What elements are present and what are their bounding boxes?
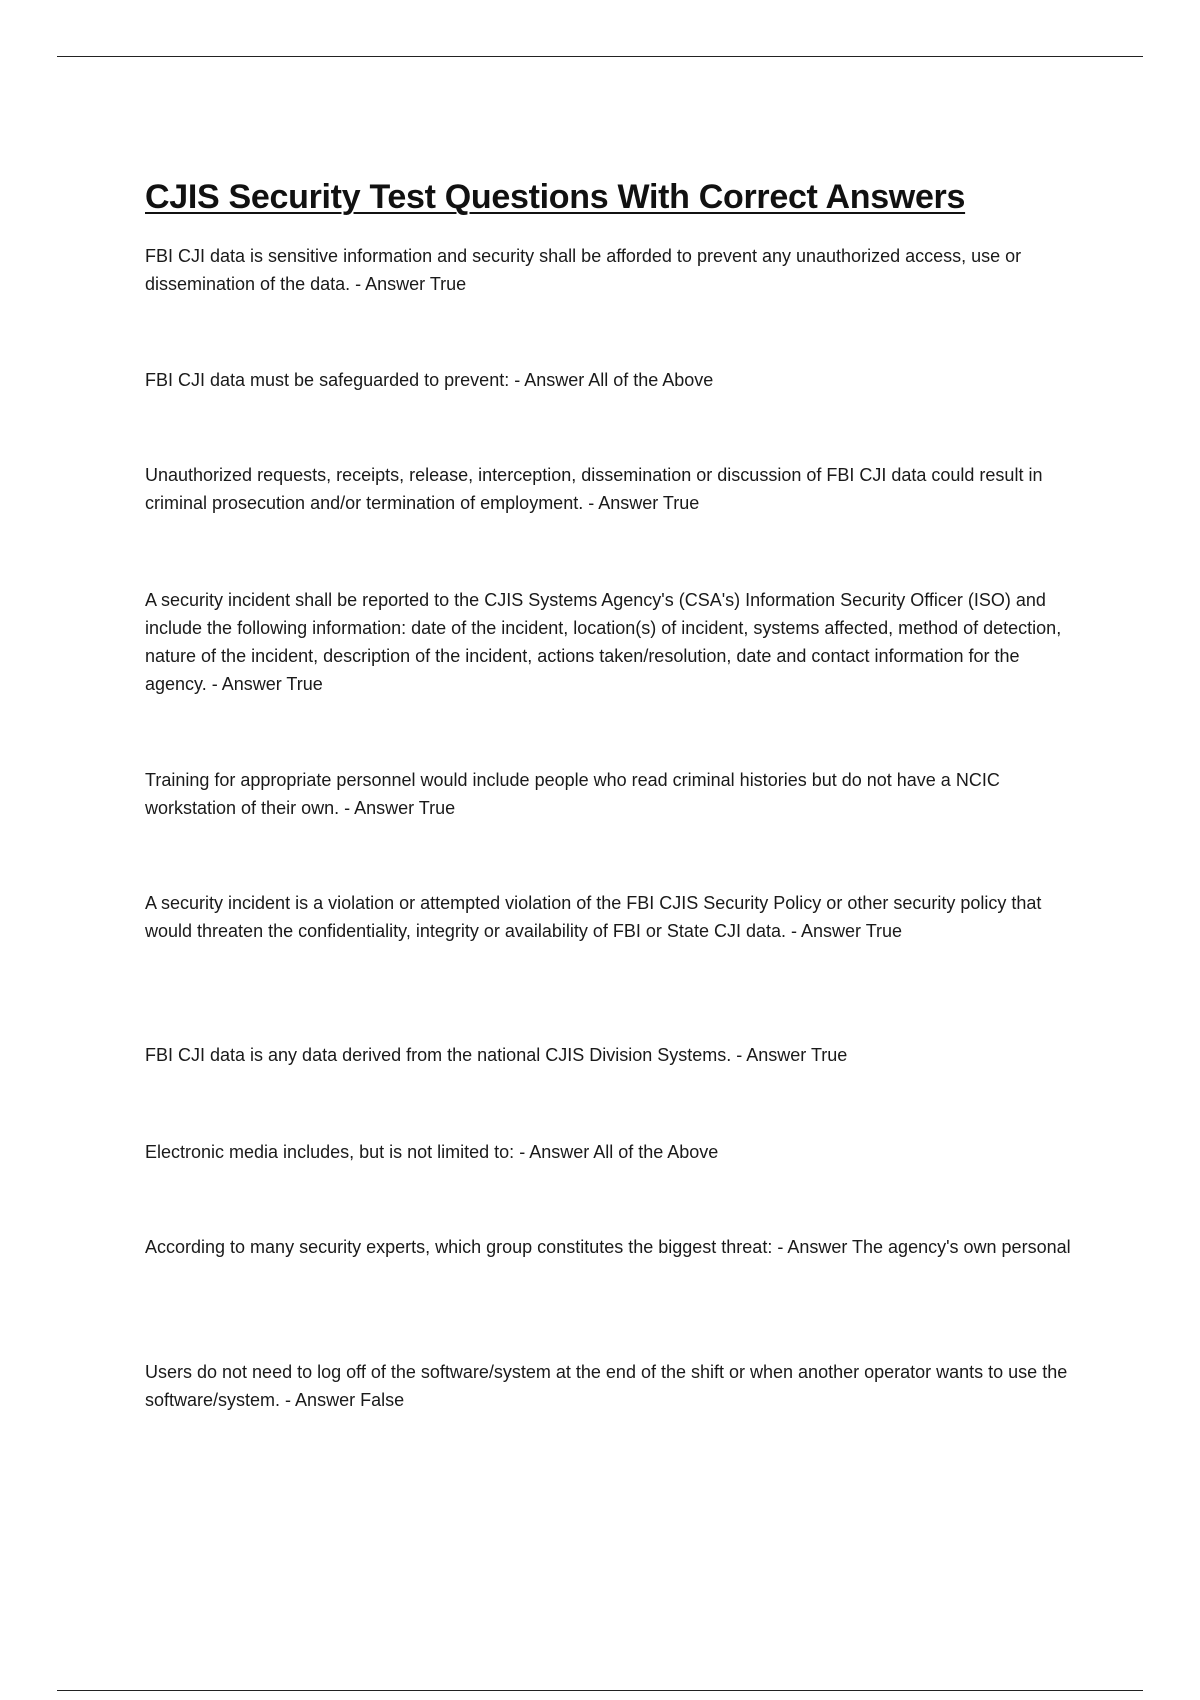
qa-item-9 <box>145 1233 1075 1261</box>
qa-item-4 <box>145 586 1075 698</box>
answer-text: True <box>662 493 700 513</box>
qa-item-2 <box>145 366 1075 394</box>
answer-text: True <box>429 274 467 294</box>
answer-text: True <box>810 1045 848 1065</box>
qa-item-1 <box>145 242 1075 298</box>
qa-item-6 <box>145 889 1075 945</box>
answer-prefix: - Answer <box>509 370 589 390</box>
header-rule <box>57 56 1143 57</box>
question-text: FBI CJI data is any data derived from the national CJIS Division Systems. <box>145 1045 732 1065</box>
qa-item-7 <box>145 1041 1075 1069</box>
qa-item-5 <box>145 766 1075 822</box>
answer-text: True <box>286 674 323 694</box>
question-text: A security incident shall be reported to the CJIS Systems Agency's (CSA's) Information Security Officer (ISO) and include the following information: date of the incident, location(s) of incident, systems affected, method of detection, nature of the incident, description of the incident, actions taken/resolution, date and contact information for the agency. <box>145 590 1062 694</box>
footer-rule <box>57 1690 1143 1691</box>
question-text: Unauthorized requests, receipts, release, interception, dissemination or discussion of FBI CJI data could result in criminal prosecution and/or termination of employment. <box>145 465 1043 513</box>
answer-prefix: - Answer <box>350 274 430 294</box>
question-text: FBI CJI data is sensitive information and security shall be afforded to prevent any unauthorized access, use or dissemination of the data. <box>145 246 1022 294</box>
answer-prefix: - Answer <box>206 674 287 694</box>
question-text: According to many security experts, which group constitutes the biggest threat: <box>145 1237 773 1257</box>
answer-prefix: - Answer <box>339 798 419 818</box>
answer-text: The agency's own personal <box>852 1237 1071 1257</box>
answer-prefix: - Answer <box>583 493 663 513</box>
question-text: Electronic media includes, but is not limited to: <box>145 1142 515 1162</box>
qa-item-10 <box>145 1358 1075 1414</box>
answer-text: All of the Above <box>593 1142 719 1162</box>
answer-prefix: - Answer <box>772 1237 853 1257</box>
answer-prefix: - Answer <box>514 1142 594 1162</box>
answer-text: True <box>418 798 456 818</box>
answer-prefix: - Answer <box>280 1390 361 1410</box>
answer-prefix: - Answer <box>731 1045 811 1065</box>
document-title: CJIS Security Test Questions With Correct Answers <box>145 178 966 216</box>
question-text: FBI CJI data must be safeguarded to prevent: <box>145 370 510 390</box>
answer-text: False <box>360 1390 405 1410</box>
qa-item-3 <box>145 461 1075 517</box>
question-text: Training for appropriate personnel would include people who read criminal histories but do not have a NCIC workstation of their own. <box>145 770 1000 818</box>
qa-item-8 <box>145 1138 1075 1166</box>
answer-prefix: - Answer <box>786 921 866 941</box>
answer-text: True <box>865 921 903 941</box>
question-text: Users do not need to log off of the software/system at the end of the shift or when another operator wants to use the software/system. <box>145 1362 1068 1410</box>
question-text: A security incident is a violation or attempted violation of the FBI CJIS Security Policy or other security policy that would threaten the confidentiality, integrity or availability of FBI or State CJI data. <box>145 893 1042 941</box>
answer-text: All of the Above <box>588 370 714 390</box>
